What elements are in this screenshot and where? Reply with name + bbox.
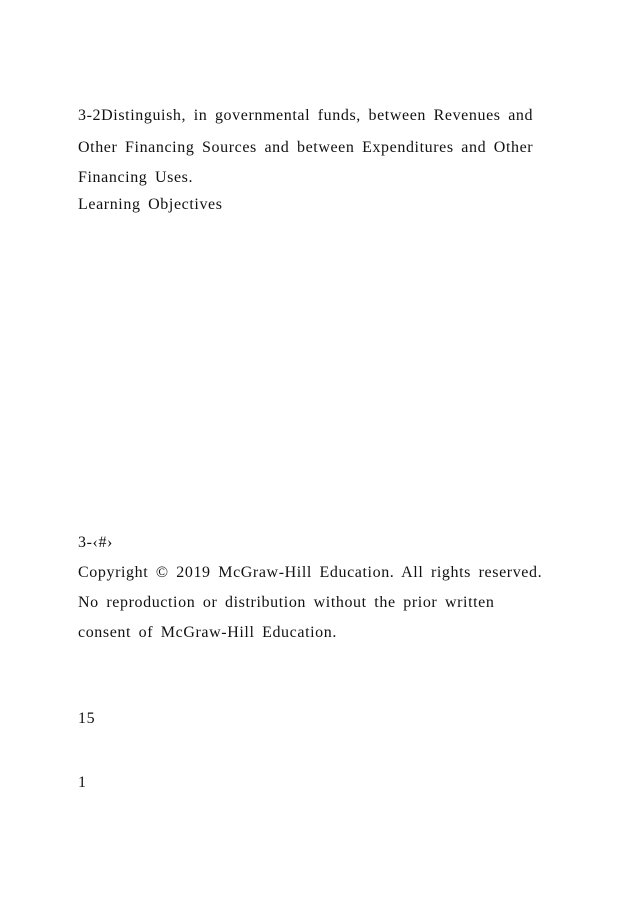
page-number-1: 1 (78, 774, 87, 791)
objective-text-line-2: Other Financing Sources and between Expenditures and Other (78, 139, 534, 156)
copyright-line-2: No reproduction or distribution without the prior written (78, 594, 495, 611)
copyright-line-1: Copyright © 2019 McGraw-Hill Education. All rights reserved. (78, 564, 543, 581)
objective-text-line-1: 3-2Distinguish, in governmental funds, between Revenues and (78, 107, 534, 124)
copyright-line-3: consent of McGraw-Hill Education. (78, 624, 337, 641)
page-number-15: 15 (78, 710, 96, 727)
objective-text-line-3: Financing Uses. (78, 169, 194, 186)
slide-number: 3-‹#› (78, 534, 113, 551)
learning-objectives-heading: Learning Objectives (78, 196, 223, 213)
